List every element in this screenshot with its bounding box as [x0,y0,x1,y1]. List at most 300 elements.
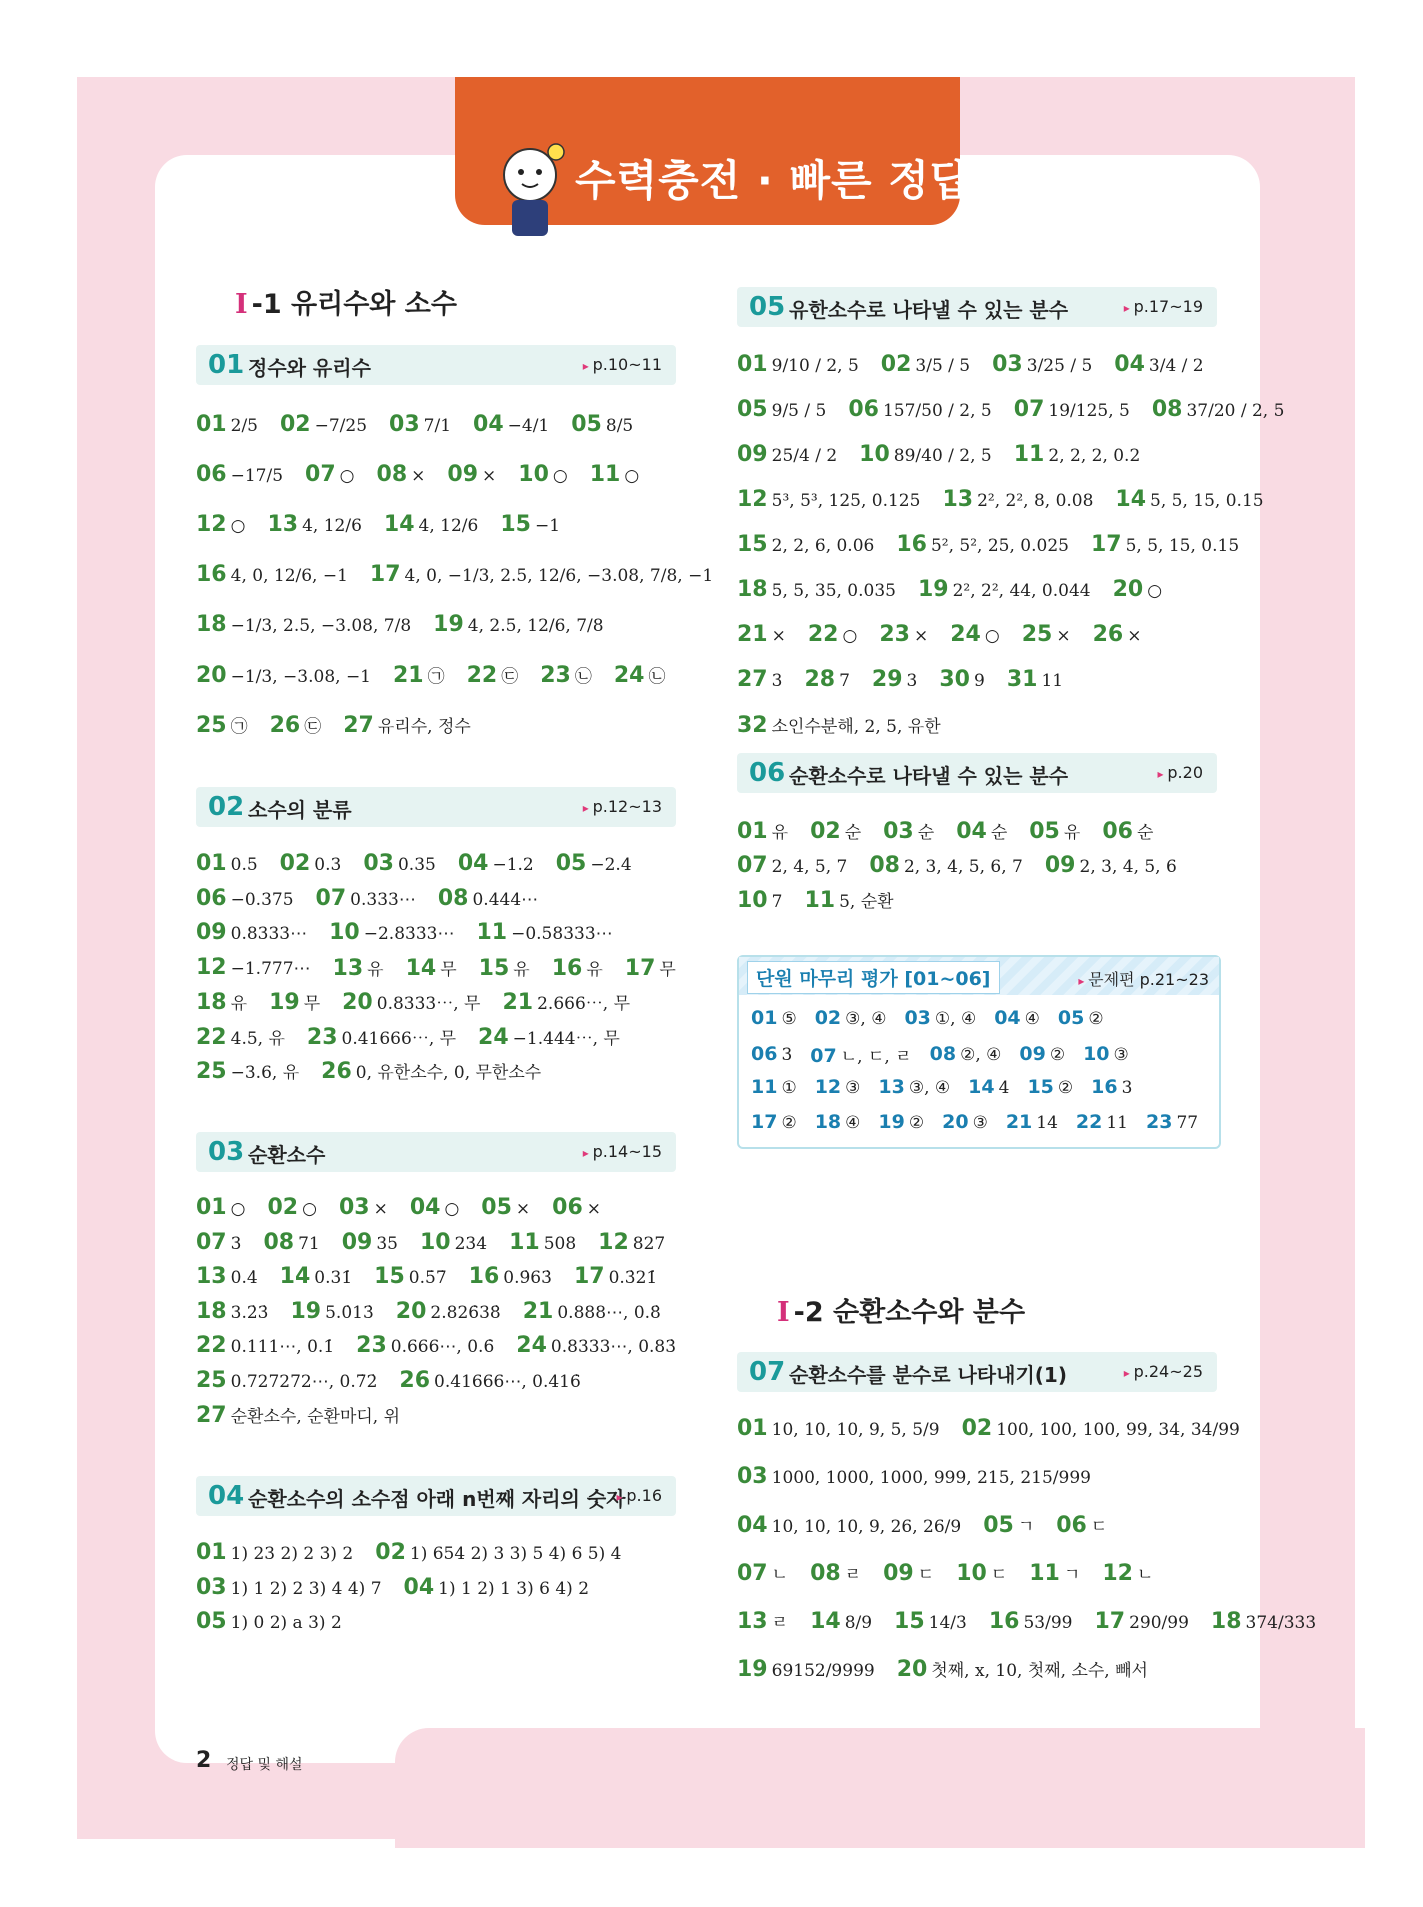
answer-row [196,612,626,637]
question-number: 08 [376,462,408,487]
answer-item [516,1333,676,1358]
answer-item [737,888,782,913]
answer-row [196,1402,422,1428]
answer-item [196,851,258,876]
answer-item [879,622,928,647]
answer-value: −1.444⋯, 무 [512,1028,620,1049]
box-header [196,345,676,385]
answer-item [737,1657,875,1682]
section-number: -2 [793,1297,824,1328]
question-number: 15 [894,1608,925,1634]
answer-item [270,712,322,738]
answer-value: 89/40 / 2, 5 [893,446,992,466]
answer-item [1007,667,1063,692]
answer-value: 25/4 / 2 [771,446,838,466]
answer-value: 무 [659,959,676,980]
question-number: 07 [305,462,336,487]
section-number: -1 [251,289,282,320]
answer-item [458,851,534,876]
answer-row [196,886,560,911]
question-number: 03 [338,1195,370,1220]
question-number: 20 [1112,577,1144,602]
answer-item [815,1111,861,1133]
answer-row [737,1656,1170,1682]
answer-row [196,712,493,738]
question-number: 20 [896,1657,928,1682]
question-number: 07 [1013,397,1045,422]
answer-value: 9 [973,671,985,691]
question-number: 09 [1019,1043,1046,1065]
answer-item [815,1076,861,1098]
answer-item [737,1560,788,1586]
answer-item [1102,818,1153,844]
question-number: 19 [433,612,464,637]
answer-item [737,1464,1091,1489]
answer-value: 3 [230,1233,242,1254]
answer-item [737,1416,940,1441]
question-number: 13 [942,487,974,512]
answer-item [263,1230,319,1255]
answer-item [810,818,861,844]
answer-item [374,1264,446,1289]
question-number: 20 [942,1110,969,1133]
answer-item [196,886,294,911]
question-number: 24 [950,622,981,647]
question-number: 01 [196,851,227,876]
question-number: 10 [859,442,890,467]
answer-item [1152,397,1285,422]
question-number: 21 [522,1298,554,1324]
answer-item [196,1058,299,1084]
answer-value: 3 [781,1045,793,1065]
answer-value: ㄴ, ㄷ, ㄹ [840,1046,912,1067]
answer-item [467,662,519,688]
question-number: 23 [879,622,910,647]
box-number: 05 [749,292,786,322]
question-number: 22 [807,622,839,647]
question-number: 13 [878,1076,905,1098]
answer-value: ○ [552,466,568,486]
box-number: 01 [208,350,245,380]
answer-item [598,1230,665,1255]
question-number: 02 [267,1195,299,1220]
answer-item [269,989,320,1015]
question-number: 06 [1056,1513,1087,1538]
answer-item [502,989,630,1015]
answer-item [196,462,283,487]
question-number: 15 [374,1264,405,1289]
answer-item [447,462,496,487]
question-number: 25 [196,713,227,738]
answer-value: −2.8333⋯ [363,924,455,944]
question-number: 17 [624,955,656,981]
answer-item [737,712,941,738]
answer-value: 9/5 / 5 [771,401,827,421]
answer-item [810,1042,911,1067]
answer-item [737,622,786,647]
box-number: 03 [208,1137,245,1167]
answer-value: ○ [339,466,355,486]
answer-value: ㄱ [1063,1565,1081,1585]
question-number: 02 [279,412,311,437]
answer-value: 순 [917,823,935,843]
answer-value: 3 [906,671,918,691]
answer-value: 0.9̇63̇ [503,1268,552,1288]
answer-value: 무 [440,959,457,980]
answer-item [307,1024,456,1050]
answer-item [356,1333,494,1358]
answer-row [196,662,688,688]
answer-item [1006,1111,1058,1133]
answer-value: 5, 5, 15, 0.15 [1150,491,1264,511]
question-number: 05 [481,1195,512,1220]
question-number: 15 [737,532,768,557]
answer-item [196,1195,245,1220]
page-reference: ▸ p.17~19 [1124,297,1203,316]
answer-item [859,442,992,467]
answer-item [196,712,248,738]
answer-item [1083,1043,1129,1065]
answer-item [404,1575,590,1600]
answer-value: 827 [632,1233,666,1254]
answer-value: ③ [1113,1045,1129,1065]
answer-value: ○ [842,626,858,646]
answer-value: 14/3 [928,1612,967,1633]
answer-value: 유 [513,959,530,980]
question-number: 08 [263,1229,295,1255]
answer-item [363,851,435,876]
answer-value: 2², 2², 44, 0.044 [952,581,1091,601]
answer-value: −0.375 [230,889,294,910]
page-reference: ▸ p.20 [1158,763,1203,782]
question-number: 23 [540,663,571,688]
question-number: 21 [393,663,424,688]
answer-value: 0.5 [230,855,258,875]
question-number: 11 [589,462,621,487]
question-number: 02 [961,1416,993,1441]
answer-row [196,851,654,876]
answer-row [737,1512,1129,1538]
answer-value: 4 [998,1078,1010,1098]
answer-item [737,442,837,467]
box-header [196,787,676,827]
answer-value: 14 [1036,1112,1058,1133]
answer-value: ㄹ [844,1565,862,1585]
answer-item [1113,577,1162,602]
answer-value: 11 [1041,671,1064,691]
answer-item [1211,1609,1316,1634]
question-number: 07 [196,1229,227,1255]
answer-value: 7 [771,891,783,912]
answer-value: ㉡ [574,667,592,687]
answer-row [196,920,635,945]
answer-value: 순 [990,823,1008,843]
answer-value: ○ [444,1199,460,1219]
question-number: 04 [737,1512,768,1538]
answer-value: ○ [984,626,1000,646]
question-number: 07 [810,1044,837,1067]
answer-row [737,352,1226,377]
question-number: 02 [810,819,841,844]
question-number: 03 [883,819,914,844]
question-number: 03 [904,1007,931,1029]
answer-row [737,667,1085,692]
answer-item [1094,1609,1188,1634]
answer-item [476,920,612,945]
question-number: 11 [1013,442,1045,467]
question-number: 04 [457,851,489,876]
answer-value: 5, 순환 [839,892,894,912]
question-number: 16 [196,562,227,587]
answer-value: ㉠ [230,717,248,737]
answer-value: 유 [1063,823,1081,843]
answer-item [399,1368,580,1393]
answer-item [518,462,567,487]
page-number: 2 [196,1748,212,1773]
answer-item [904,1007,976,1029]
question-number: 09 [1044,852,1076,878]
box-number: 07 [749,1357,786,1387]
footer-label: 정답 및 해설 [226,1757,303,1773]
answer-value: ① [781,1078,797,1098]
answer-value: ③ [972,1112,988,1133]
answer-value: 3/4 / 2 [1148,356,1204,376]
answer-value: ○ [230,516,246,536]
question-number: 18 [196,612,227,637]
question-number: 21 [737,622,768,647]
answer-item [1115,487,1263,512]
question-number: 27 [343,713,374,738]
question-number: 17 [751,1110,778,1133]
box-header [737,287,1217,327]
answer-row [751,1042,1147,1067]
answer-value: ⑤ [781,1009,797,1029]
answer-value: ㉠ [427,667,445,687]
answer-row [737,442,1162,467]
question-number: 13 [267,512,299,537]
question-number: 13 [737,1609,768,1634]
answer-value: 0.666⋯, 0.6̇ [390,1337,495,1357]
question-number: 18 [196,1298,227,1324]
answer-item [897,1656,1148,1682]
answer-value: 5.0̇13̇ [325,1302,374,1323]
question-number: 19 [917,577,949,602]
answer-item [1056,1512,1107,1538]
question-number: 06 [196,885,227,911]
answer-item [737,818,788,844]
answer-item [196,1575,382,1600]
answer-value: 3/5 / 5 [915,356,971,376]
answer-value: 2, 2, 2, 0.2 [1048,446,1141,466]
answer-item [196,412,258,437]
answer-value: 2², 2², 8, 0.08 [977,491,1094,511]
question-number: 08 [437,885,469,911]
answer-row [196,955,698,981]
answer-value: 10, 10, 10, 9, 26, 26/9 [771,1516,962,1537]
answer-value: 290/99 [1129,1612,1189,1633]
box-header [196,1476,676,1516]
question-number: 08 [1151,397,1183,422]
answer-item [1114,352,1203,377]
answer-value: 유 [230,994,248,1014]
answer-item [552,1195,601,1220]
answer-item [481,1195,530,1220]
answer-value: 3 [771,671,783,691]
answer-item [410,1195,459,1220]
answer-value: 순 [1136,823,1154,843]
question-number: 30 [939,667,970,692]
question-number: 19 [269,990,300,1015]
answer-value: 5³, 5³, 125, 0.125 [771,491,921,511]
question-number: 06 [196,462,227,487]
question-number: 19 [878,1110,905,1133]
answer-item [339,1195,388,1220]
answer-value: −17/5 [230,466,284,486]
answer-row [196,989,652,1015]
question-number: 11 [1029,1561,1060,1586]
answer-item [329,920,454,945]
answer-item [1045,853,1177,878]
answer-value: ② [1057,1078,1074,1098]
answer-value: × [482,466,497,486]
answer-item [342,1230,398,1255]
answer-value: 2/5 [230,416,258,436]
answer-value: 234 [454,1233,488,1254]
banner-title: 수력충전 · 빠른 정답 [575,156,972,205]
question-number: 04 [403,1574,435,1600]
answer-item [881,352,970,377]
answer-value: 0.888⋯, 0.8̇ [557,1302,661,1323]
question-number: 20 [342,990,373,1015]
question-number: 14 [405,955,437,981]
answer-value: ② [1088,1009,1104,1029]
answer-item [751,1007,797,1029]
question-number: 16 [551,955,583,981]
question-number: 09 [447,462,479,487]
question-number: 20 [395,1298,427,1324]
answer-item [751,1111,797,1133]
question-number: 09 [737,442,768,467]
question-number: 05 [1029,819,1060,844]
question-number: 06 [552,1195,583,1220]
answer-value: −3.6, 유 [230,1063,300,1083]
answer-item [316,886,416,911]
answer-item [918,577,1091,602]
answer-item [962,1416,1240,1441]
answer-row [737,532,1261,557]
answer-row [196,1609,364,1634]
answer-value: ③ [845,1078,861,1098]
answer-row [737,1608,1338,1634]
answer-row [196,1299,683,1324]
question-number: 11 [476,920,508,945]
answer-value: ④ [845,1112,861,1133]
question-number: 21 [1005,1110,1033,1133]
answer-row [737,853,1199,878]
answer-value: 53/99 [1023,1612,1073,1633]
question-number: 21 [502,990,534,1015]
answer-item [420,1230,487,1255]
answer-item [1146,1111,1198,1133]
box-header [737,1352,1217,1392]
question-number: 01 [737,819,768,844]
answer-item [469,1264,552,1289]
question-number: 10 [329,920,360,945]
question-number: 01 [196,1195,227,1220]
answer-value: 0.31̇ [314,1268,353,1288]
answer-value: 3.2̇3̇ [230,1302,269,1323]
answer-value: 2, 3, 4, 5, 6, 7 [903,856,1023,877]
question-number: 13 [332,955,364,981]
answer-value: ○ [624,466,640,486]
question-number: 26 [399,1367,431,1393]
question-number: 05 [737,397,768,422]
page-reference: ▸ p.14~15 [583,1142,662,1161]
answer-value: 8/5 [605,416,634,436]
answer-value: 2.826̇38̇ [430,1302,501,1323]
answer-value: −1/3, −3.08, −1 [230,666,371,687]
answer-item [196,1333,334,1358]
answer-item [848,397,991,422]
answer-item [737,352,859,377]
answer-item [942,487,1093,512]
answer-item [1076,1111,1128,1133]
box-title: 순환소수의 소수점 아래 n번째 자리의 숫자 [248,1487,626,1511]
question-number: 05 [571,412,602,437]
answer-item [950,622,999,647]
question-number: 04 [1114,352,1145,377]
answer-value: −1/3, 2.5, −3.08, 7/8 [230,616,412,636]
answer-item [810,1560,861,1586]
answer-value: ㄹ [771,1613,789,1633]
question-number: 03 [196,1574,227,1600]
box-title: 정수와 유리수 [248,356,371,380]
answer-item [280,851,342,876]
answer-row [737,1416,1262,1441]
answer-item [196,1540,353,1565]
answer-value: 1000, 1000, 1000, 999, 215, 215/999 [771,1468,1091,1488]
answer-item [280,412,367,437]
question-number: 14 [810,1608,841,1634]
answer-row [196,562,735,587]
answer-item [196,920,307,945]
answer-value: 77 [1176,1112,1199,1133]
answer-item [1027,1076,1073,1098]
answer-row [196,1264,679,1289]
question-number: 22 [1075,1110,1103,1133]
answer-value: 2, 2, 6, 0.06 [771,536,875,556]
question-number: 15 [500,512,531,537]
question-number: 16 [1091,1076,1118,1098]
answer-item [883,818,934,844]
answer-value: × [1056,626,1071,646]
answer-item [1091,532,1239,557]
answer-value: ② [1049,1045,1066,1065]
answer-row [737,1560,1175,1586]
question-number: 15 [478,955,510,981]
answer-row [196,1368,603,1393]
answer-item [540,662,592,688]
answer-item [396,1299,501,1324]
answer-value: 4, 0, −1/3, 2.5, 12/6, −3.08, 7/8, −1 [404,566,714,586]
question-number: 14 [383,512,415,537]
answer-value: 157/50 / 2, 5 [882,401,992,421]
answer-row [196,462,661,487]
answer-item [968,1076,1009,1098]
answer-item [290,1299,373,1324]
unit-review-tab: 단원 마무리 평가 [01~06] [747,961,1000,994]
answer-item [1019,1043,1065,1065]
